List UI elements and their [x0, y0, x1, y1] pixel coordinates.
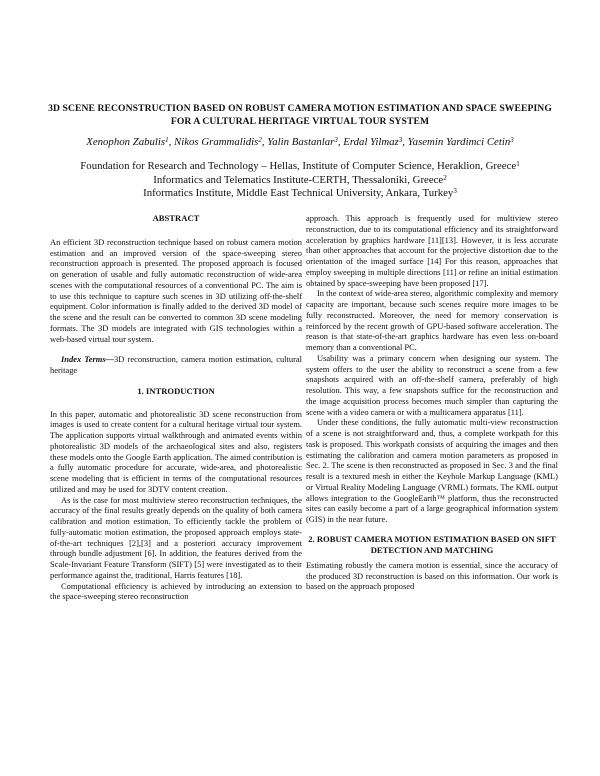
spacer: [50, 344, 302, 354]
right-column: [306, 213, 558, 592]
author-affil-mark: 3: [334, 136, 338, 144]
intro-paragraph: In this paper, automatic and photorealistic 3D scene reconstruction from images is used to create content for a cultural heritage virtual tour system. The application supports virtual walkthrough and animated events within photorealistic 3D models of the archaeological sites and also, registers these models onto the Google Earth application. The aimed contribution is a fully automatic procedure for accurate, wide-area, and photorealistic scene modeling that is efficient in terms of the computational resources utilized and may be used for 3DTV content creation.: [50, 408, 302, 494]
affiliation-mark: 3: [453, 187, 457, 195]
author-affil-mark: 3: [398, 136, 403, 144]
section2-paragraph: Estimating robustly the camera motion is essential, since the accuracy of the produced 3D reconstruction is based on this information. Our work is based on the approach proposed: [306, 559, 558, 592]
left-column: [50, 213, 302, 602]
body-paragraph: approach. This approach is frequently used for multiview stereo reconstruction, due to its computational efficiency and its straightforward acceleration by graphics hardware [11][13]. However, it is less accurate than other approaches that account for the projective distortion due to the orientation of the imaged surface [14] For this reason, approaches that employ sweeping in multiple directions [11] or refine an initial estimation obtained by space-sweeping have been proposed [17].: [306, 213, 558, 288]
author-name: Nikos Grammalidis: [174, 136, 259, 148]
intro-paragraph: Computational efficiency is achieved by introducing an extension to the space-sweeping stereo reconstruction: [50, 580, 302, 602]
abstract-text: An efficient 3D reconstruction technique based on robust camera motion estimation and an improved version of the space-sweeping stereo reconstruction approach is presented. The proposed approach is focused on generation of usable and fully automatic reconstruction of wide-area scenes with the computational resources of a conventional PC. The aim is to use this technique to capture such scenes in 3D utilizing off-the-shelf equipment. Color information is finally added to the derived 3D model of the scene and the result can be converted to common 3D scene modeling formats. The 3D models are integrated with GIS technologies within a web-based virtual tour system.: [50, 236, 302, 344]
affiliation-text: Foundation for Research and Technology – Hellas, Institute of Computer Science, Heraklion, Greece: [80, 160, 517, 172]
index-terms-text: 3D reconstruction, camera motion estimation, cultural heritage: [50, 354, 302, 375]
body-paragraph: Usability was a primary concern when designing our system. The system offers to the user the ability to reconstruct a scene from a few snapshots acquired with an off-the-shelf camera, preferably of high resolution. This way, a few snapshots suffice for the reconstruction and the image acquisition process becomes much simpler than capturing the scene with a video camera or with a multicamera apparatus [11].: [306, 352, 558, 417]
affiliation-mark: 1: [516, 160, 520, 168]
affiliation-line: [30, 174, 570, 188]
body-paragraph: In the context of wide-area stereo, algorithmic complexity and memory capacity are important, because such scenes require more images to be fully reconstructed. Moreover, the need for memory conservation is reinforced by the recent growth of GPU-based software acceleration. The reason is that state-of-the-art graphics hardware has even less on-board memory than a conventional PC.: [306, 288, 558, 352]
body-paragraph: Under these conditions, the fully automatic multi-view reconstruction of a scene is not straightforward and, thus, a complete workpath for this task is proposed. This workpath consists of acquiring the images and then estimating the calibration and camera motion parameters as proposed in Sec. 2. The scene is then reconstructed as proposed in Sec. 3 and the final result is a textured mesh in either the Keyhole Markup Language (KML) or Virtual Reality Modeling Language (VRML) formats. The KML output allows integration to the GoogleEarth™ platform, thus the reconstructed sites can easily become a part of a large geographical information system (GIS) in the near future.: [306, 417, 558, 524]
affiliation-text: Informatics and Telematics Institute-CERTH, Thessaloniki, Greece: [153, 173, 444, 186]
affiliation-line: [30, 187, 570, 201]
author-name: Xenophon Zabulis: [86, 136, 166, 148]
index-terms-label: Index Terms: [61, 354, 106, 365]
affiliation-list: [30, 160, 570, 201]
abstract-heading: ABSTRACT: [152, 213, 200, 223]
intro-paragraph: As is the case for most multiview stereo reconstruction techniques, the accuracy of the final results greatly depends on the quality of both camera calibration and motion estimation. To efficiently tackle the problem of fully-automatic motion estimation, the proposed approach employs state-of-the-art techniques [2],[3] and a posteriori accuracy improvement through bundle adjustment [6]. In addition, the features derived from the Scale-Invariant Feature Transform (SIFT) [5] were investigated as to their performance against the, traditional, Harris features [18].: [50, 494, 302, 580]
section2-heading: 2. ROBUST CAMERA MOTION ESTIMATION BASED ON SIFT DETECTION AND MATCHING: [308, 533, 556, 555]
author-name: Yalin Bastanlar: [267, 136, 335, 148]
affiliation-text: Informatics Institute, Middle East Technical University, Ankara, Turkey: [143, 187, 454, 199]
intro-heading: 1. INTRODUCTION: [137, 385, 215, 396]
author-name: Yasemin Yardimci Cetin: [407, 136, 511, 148]
index-terms-separator: —: [105, 354, 115, 365]
author-affil-mark: 3: [510, 136, 514, 144]
affiliation-mark: 2: [443, 173, 447, 182]
index-terms: [50, 354, 302, 376]
author-name: Erdal Yilmaz: [343, 136, 399, 148]
paper-title: 3D SCENE RECONSTRUCTION BASED ON ROBUST CAMERA MOTION ESTIMATION AND SPACE SWEEPING FOR A CULTURAL HERITAGE VIRTUAL TOUR SYSTEM: [48, 103, 552, 127]
author-list: Xenophon Zabulis$^1$, Nikos Grammalidis$^2$, Yalin Bastanlar$^3$, Erdal Yilmaz$^3$, Yasemin Yardimci Cetin$^3$: [86, 136, 514, 148]
affiliation-line: [30, 160, 570, 174]
author-affil-mark: 1: [165, 136, 169, 144]
author-affil-mark: 2: [258, 136, 262, 144]
